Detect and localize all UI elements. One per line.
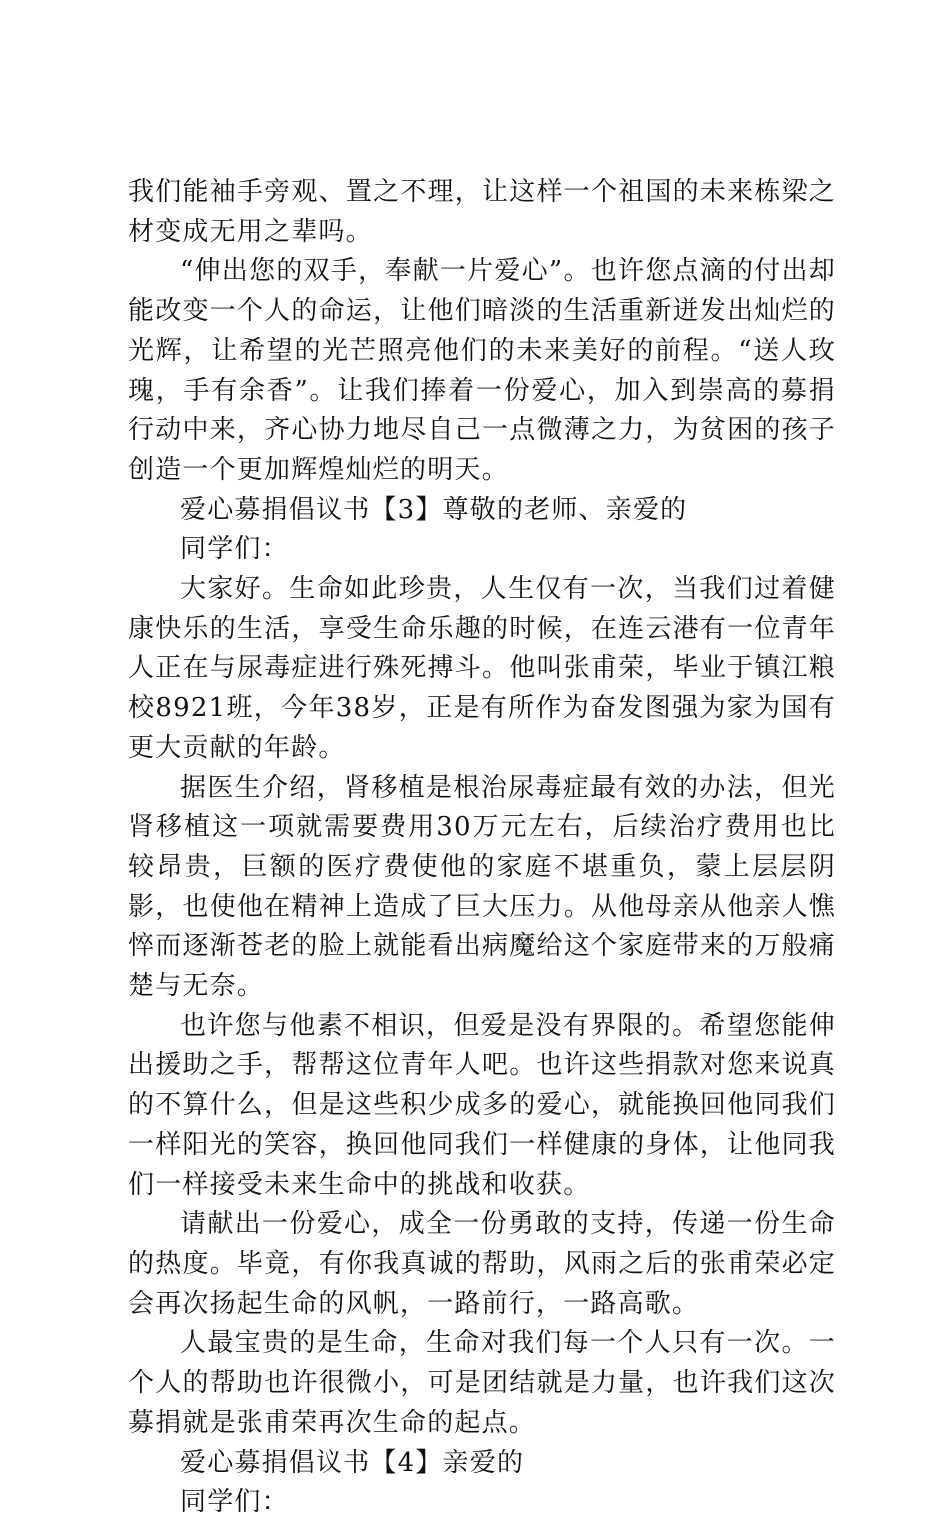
section-heading-4: 爱心募捐倡议书【4】亲爱的 [180, 1447, 525, 1478]
paragraph-greeting: 大家好。生命如此珍贵，人生仅有一次，当我们过着健康快乐的生活，享受生命乐趣的时候，在连云港有一位青年人正在与尿毒症进行殊死搏斗。他叫张甫荣，毕业于镇江粮校8921班，今年38岁，正是有所作为奋发图强为家为国有更大贡献的年龄。 [128, 574, 836, 763]
paragraph-treatment: 据医生介绍，肾移植是根治尿毒症最有效的办法，但光肾移植这一项就需要费用30万元左右，后续治疗费用也比较昂贵，巨额的医疗费使他的家庭不堪重负，蒙上层层阴影，也使他在精神上造成了巨大压力。从他母亲从他亲人憔悴而逐渐苍老的脸上就能看出病魔给这个家庭带来的万般痛楚与无奈。 [128, 772, 836, 1002]
paragraph-help: 也许您与他素不相识，但爱是没有界限的。希望您能伸出援助之手，帮帮这位青年人吧。也许这些捐款对您来说真的不算什么，但是这些积少成多的爱心，就能换回他同我们一样阳光的笑容，换回他同我们一样健康的身体，让他同我们一样接受未来生命中的挑战和收获。 [128, 1010, 836, 1200]
salutation-4: 同学们： [180, 1487, 289, 1518]
section-heading-3: 爱心募捐倡议书【3】尊敬的老师、亲爱的 [180, 494, 688, 525]
paragraph-appeal: “伸出您的双手，奉献一片爱心”。也许您点滴的付出却能改变一个人的命运，让他们暗淡的生活重新迸发出灿烂的光辉，让希望的光芒照亮他们的未来美好的前程。“送人玫瑰，手有余香”。让我们捧着一份爱心，加入到崇高的募捐行动中来，齐心协力地尽自己一点微薄之力，为贫困的孩子创造一个更加辉煌灿烂的明天。 [128, 256, 836, 485]
paragraph-contribute: 请献出一份爱心，成全一份勇敢的支持，传递一份生命的热度。毕竟，有你我真诚的帮助，风雨之后的张甫荣必定会再次扬起生命的风帆，一路前行，一路高歌。 [128, 1209, 836, 1319]
paragraph-continuation: 我们能袖手旁观、置之不理，让这样一个祖国的未来栋梁之材变成无用之辈吗。 [128, 177, 836, 247]
salutation-3: 同学们： [180, 534, 289, 565]
document-body [128, 173, 836, 1523]
paragraph-life: 人最宝贵的是生命，生命对我们每一个人只有一次。一个人的帮助也许很微小，可是团结就是力量，也许我们这次募捐就是张甫荣再次生命的起点。 [128, 1328, 836, 1438]
